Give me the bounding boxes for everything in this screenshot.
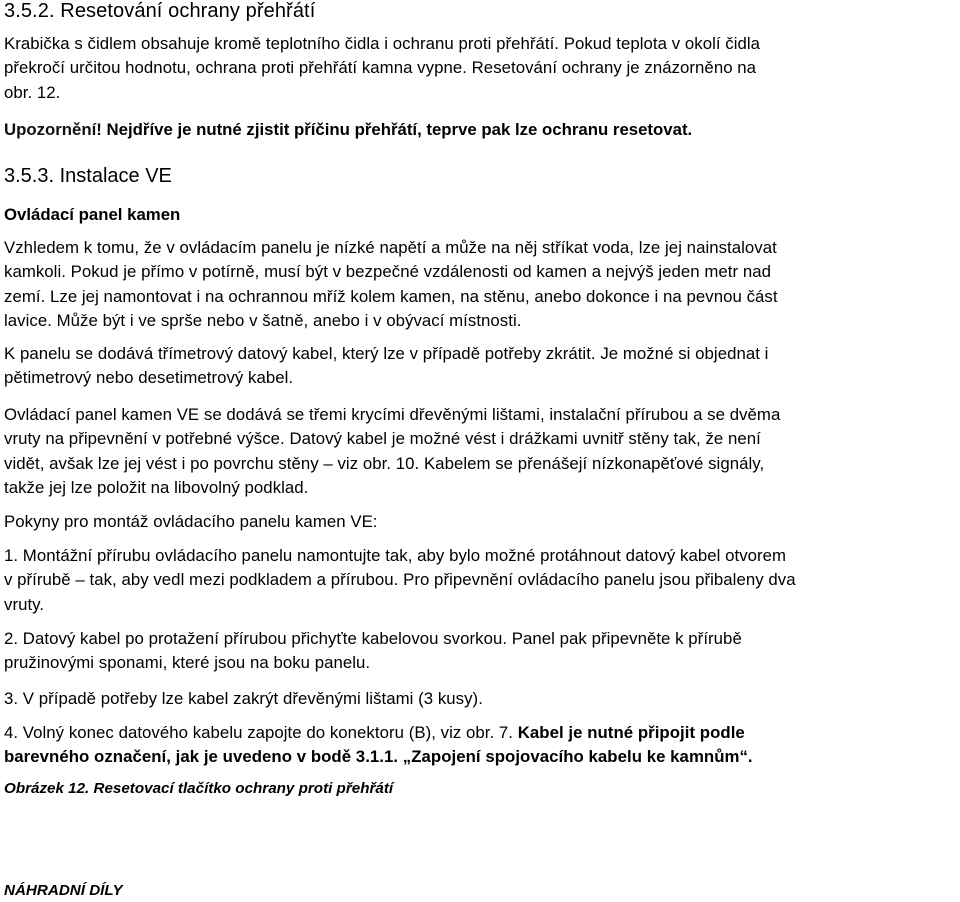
- text-line: K panelu se dodává třímetrový datový kabel, který lze v případě potřeby zkrátit. Je možné si objednat i: [4, 344, 769, 363]
- text-line: vruty na připevnění v potřebné výšce. Datový kabel je možné vést i drážkami uvnitř stěny tak, že není: [4, 429, 761, 449]
- spare-parts-heading: NÁHRADNÍ DÍLY: [4, 882, 123, 899]
- paragraph-data-cable: [4, 342, 960, 391]
- section-title-installation: 3.5.3. Instalace VE: [4, 165, 172, 187]
- subsection-title-control-panel: Ovládací panel kamen: [4, 205, 181, 224]
- text-line: 2. Datový kabel po protažení přírubou přichyťte kabelovou svorkou. Panel pak připevněte k přírubě: [4, 629, 742, 648]
- paragraph-instructions-heading: [4, 510, 960, 534]
- text-line: obr. 12.: [4, 82, 61, 102]
- paragraph-supplied-parts: [4, 403, 960, 500]
- step4-text: 4. Volný konec datového kabelu zapojte do konektoru (B), viz obr. 7.: [4, 723, 518, 742]
- text-line: pětimetrový nebo desetimetrový kabel.: [4, 368, 294, 388]
- instruction-step-3: [4, 687, 960, 711]
- text-line: [4, 721, 960, 745]
- text-line: takže jej lze položit na libovolný podklad.: [4, 477, 309, 497]
- text-line: lavice. Může být i ve sprše nebo v šatně, anebo i v obývací místnosti.: [4, 310, 522, 330]
- paragraph-placement: [4, 236, 960, 333]
- text-line: Pokyny pro montáž ovládacího panelu kamen VE:: [4, 512, 378, 531]
- text-line: překročí určitou hodnotu, ochrana proti přehřátí kamna vypne. Resetování ochrany je znázorněno na: [4, 58, 757, 78]
- text-line: 3. V případě potřeby lze kabel zakrýt dřevěnými lištami (3 kusy).: [4, 689, 483, 708]
- step4-bold-continuation: barevného označení, jak je uvedeno v bodě 3.1.1. „Zapojení spojovacího kabelu ke kamnům“.: [4, 747, 753, 767]
- instruction-step-4: [4, 721, 960, 770]
- text-line: pružinovými sponami, které jsou na boku panelu.: [4, 653, 371, 673]
- instruction-step-1: [4, 544, 960, 617]
- figure-caption: Obrázek 12. Resetovací tlačítko ochrany proti přehřátí: [4, 780, 394, 797]
- text-line: vruty.: [4, 594, 45, 614]
- text-line: Krabička s čidlem obsahuje kromě teplotního čidla i ochranu proti přehřátí. Pokud teplota v okolí čidla: [4, 34, 761, 53]
- warning-text: Nejdříve je nutné zjistit příčinu přehřátí, teprve pak lze ochranu resetovat.: [101, 120, 693, 139]
- warning-note: [4, 118, 692, 142]
- text-line: vidět, avšak lze jej vést i po povrchu stěny – viz obr. 10. Kabelem se přenášejí nízkonapěťové signály,: [4, 453, 765, 473]
- instruction-step-2: [4, 627, 960, 676]
- paragraph-overheat-protection: [4, 32, 960, 105]
- section-title-reset-overheat: 3.5.2. Resetování ochrany přehřátí: [4, 0, 316, 22]
- text-line: zemí. Lze jej namontovat i na ochrannou mříž kolem kamen, na stěnu, anebo dokonce i na pevnou část: [4, 286, 778, 306]
- step4-bold-text: Kabel je nutné připojit podle: [517, 723, 745, 742]
- text-line: kamkoli. Pokud je přímo v potírně, musí být v bezpečné vzdálenosti od kamen a nejvýš jeden metr nad: [4, 262, 772, 282]
- text-line: 1. Montážní přírubu ovládacího panelu namontujte tak, aby bylo možné protáhnout datový kabel otvorem: [4, 546, 787, 565]
- text-line: Ovládací panel kamen VE se dodává se třemi krycími dřevěnými lištami, instalační přírubou a se dvěma: [4, 405, 781, 424]
- text-line: Vzhledem k tomu, že v ovládacím panelu je nízké napětí a může na něj stříkat voda, lze jej nainstalovat: [4, 238, 777, 257]
- text-line: v přírubě – tak, aby vedl mezi podkladem a přírubou. Pro připevnění ovládacího panelu jsou přibaleny dva: [4, 570, 796, 590]
- warning-label: Upozornění!: [4, 120, 102, 139]
